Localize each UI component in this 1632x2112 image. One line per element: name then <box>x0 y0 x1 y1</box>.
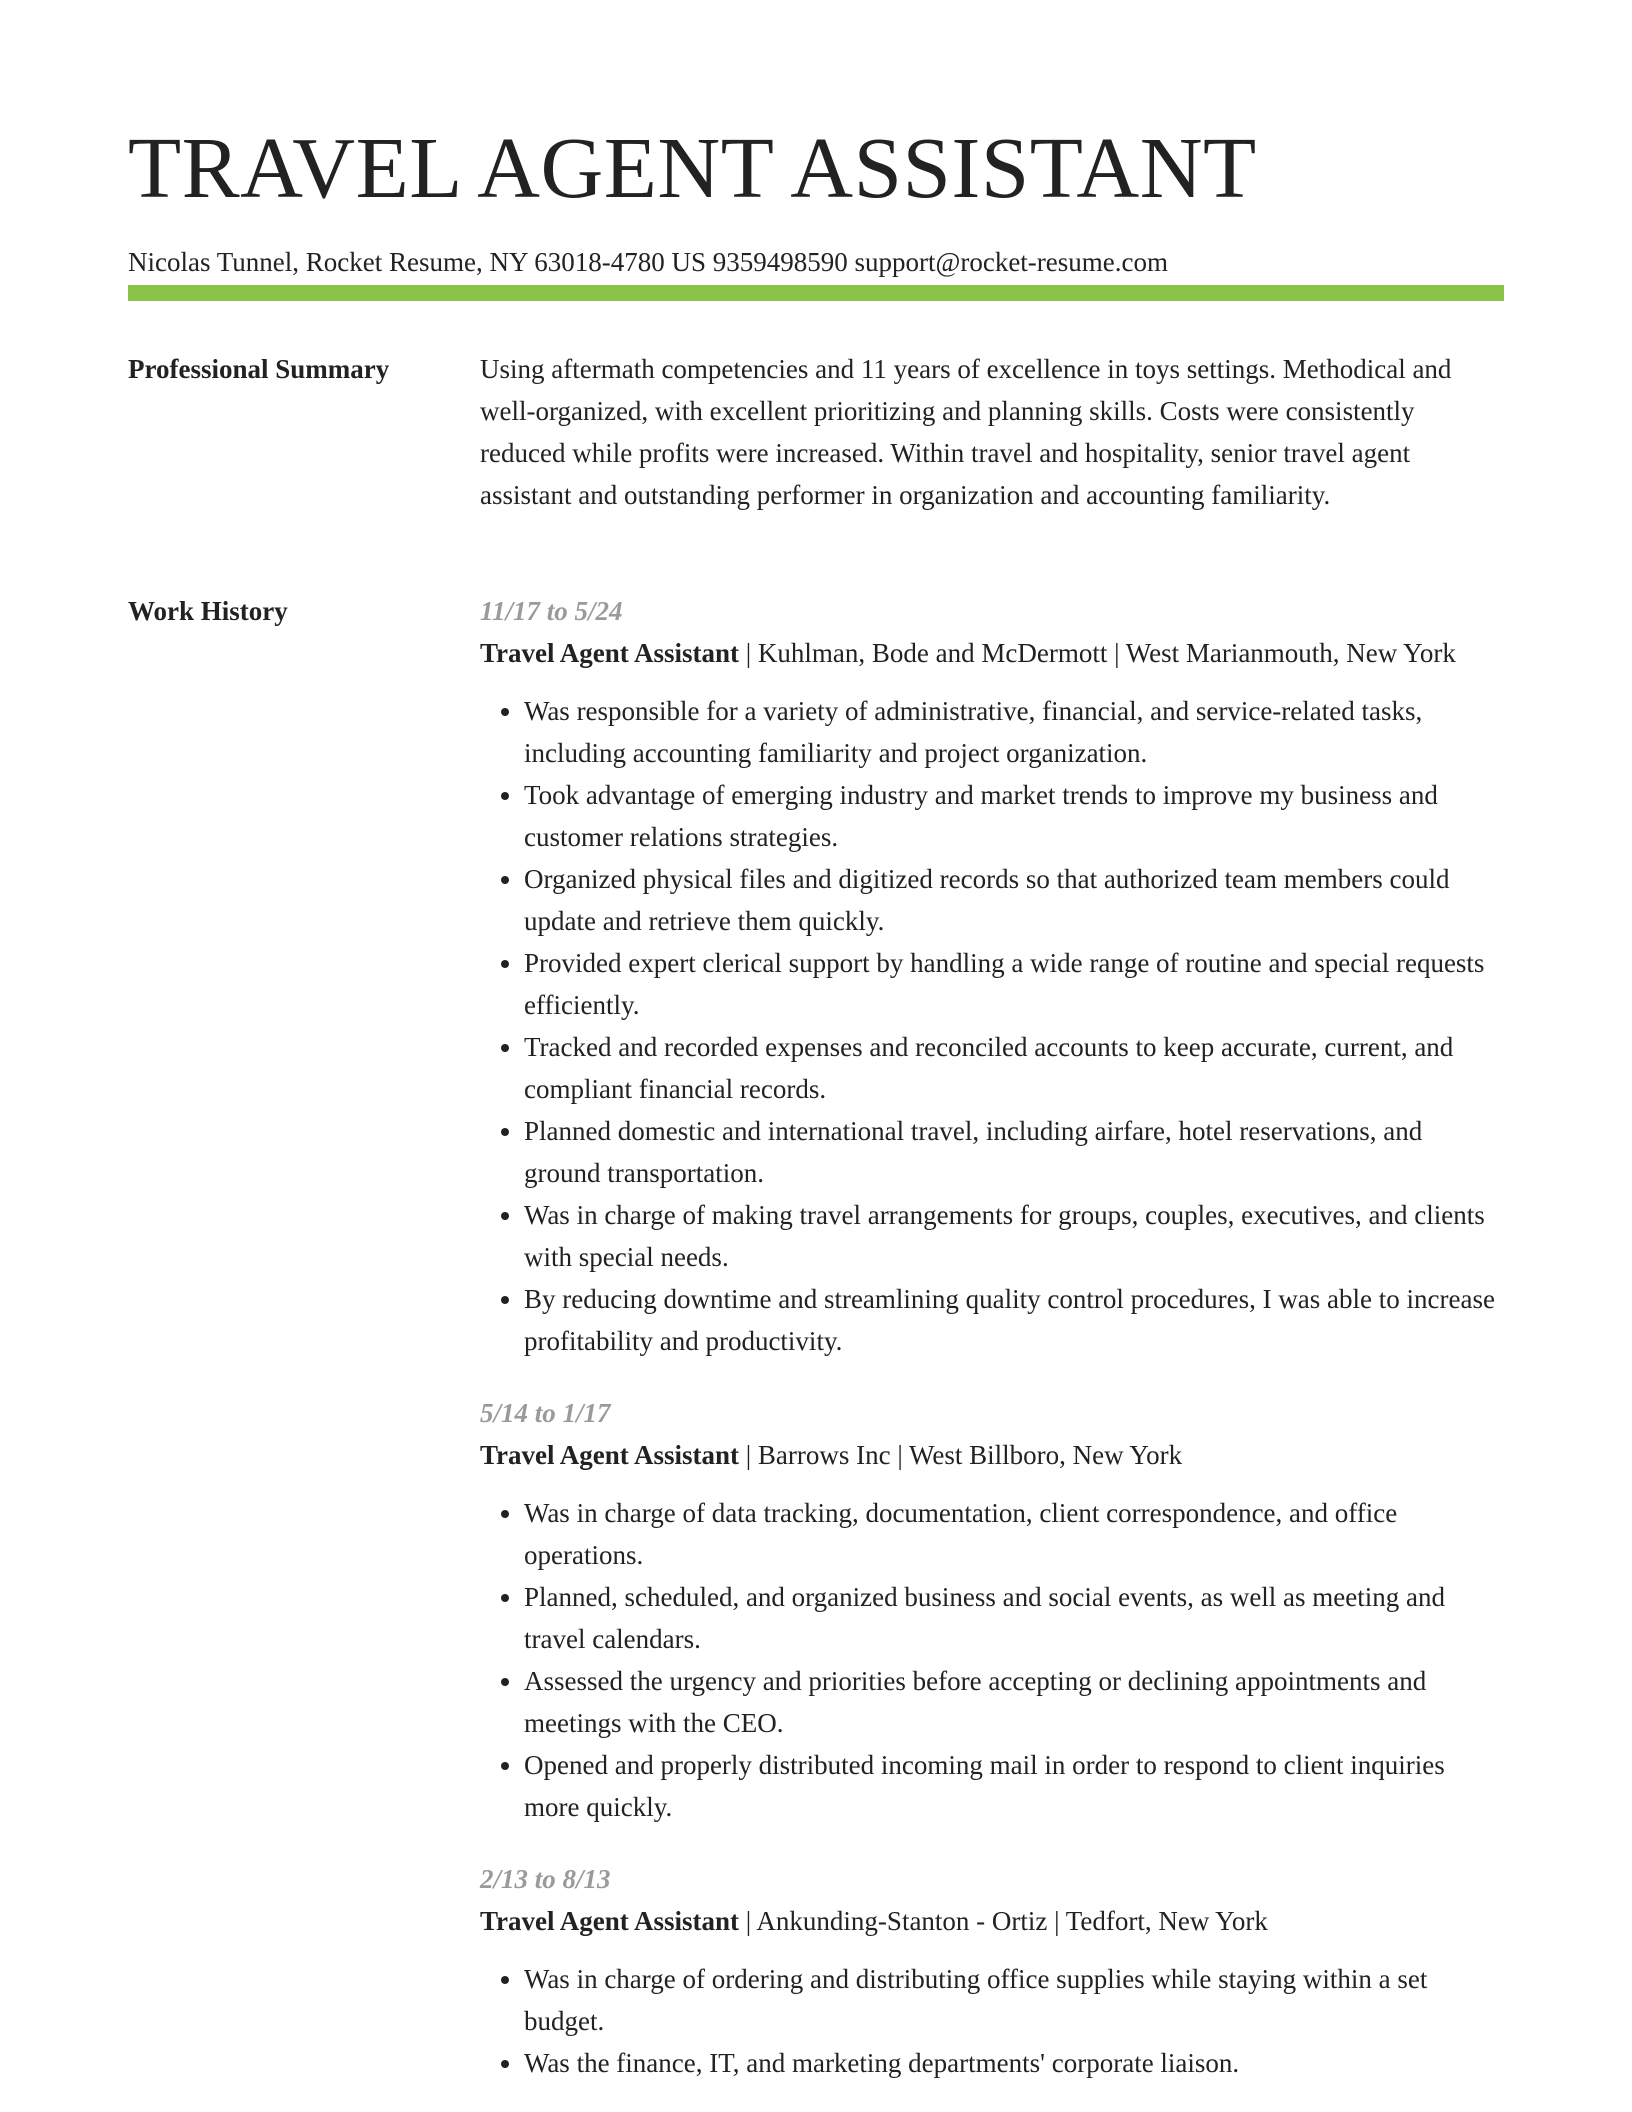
job-bullet-list <box>480 1958 1504 2084</box>
summary-text: Using aftermath competencies and 11 years of excellence in toys settings. Methodical and well-organized, with excellent prioritizing and planning skills. Costs were consistently reduced while profits were increased. Within travel and hospitality, senior travel agent assistant and outstanding performer in organization and accounting familiarity. <box>480 354 1452 510</box>
job-dates: 11/17 to 5/24 <box>480 596 623 626</box>
job-bullet: • Planned domestic and international travel, including airfare, hotel reservations, and ground transportation. <box>524 1110 1504 1194</box>
job-bullet: • Assessed the urgency and priorities before accepting or declining appointments and meetings with the CEO. <box>524 1660 1504 1744</box>
header-divider <box>128 285 1504 301</box>
job-employer-location: | Kuhlman, Bode and McDermott | West Marianmouth, New York <box>739 638 1456 668</box>
job-bullet: • Was responsible for a variety of administrative, financial, and service-related tasks, including accounting familiarity and project organization. <box>524 690 1504 774</box>
job-bullet: • Opened and properly distributed incoming mail in order to respond to client inquiries more quickly. <box>524 1744 1504 1828</box>
job-bullet: • Was in charge of data tracking, documentation, client correspondence, and office operations. <box>524 1492 1504 1576</box>
job-employer-location: | Barrows Inc | West Billboro, New York <box>739 1440 1183 1470</box>
job-entry <box>480 1858 1504 2084</box>
resume-title: TRAVEL AGENT ASSISTANT <box>128 119 1257 216</box>
summary-body <box>480 348 1504 516</box>
job-title: Travel Agent Assistant <box>480 1906 740 1936</box>
job-bullet-list <box>480 1492 1504 1828</box>
job-dates: 2/13 to 8/13 <box>480 1864 611 1894</box>
job-title: Travel Agent Assistant <box>480 1440 740 1470</box>
job-title-line <box>480 632 1504 674</box>
job-bullet: • By reducing downtime and streamlining quality control procedures, I was able to increase profitability and productivity. <box>524 1278 1504 1362</box>
job-bullet: • Tracked and recorded expenses and reconciled accounts to keep accurate, current, and compliant financial records. <box>524 1026 1504 1110</box>
job-bullet: • Was in charge of making travel arrangements for groups, couples, executives, and clients with special needs. <box>524 1194 1504 1278</box>
contact-line: Nicolas Tunnel, Rocket Resume, NY 63018-4780 US 9359498590 support@rocket-resume.com <box>128 247 1169 277</box>
job-bullet: • Was the finance, IT, and marketing departments' corporate liaison. <box>524 2042 1504 2084</box>
job-bullet: • Provided expert clerical support by handling a wide range of routine and special requests efficiently. <box>524 942 1504 1026</box>
job-dates: 5/14 to 1/17 <box>480 1398 611 1428</box>
job-bullet-list <box>480 690 1504 1362</box>
job-bullet: • Planned, scheduled, and organized business and social events, as well as meeting and travel calendars. <box>524 1576 1504 1660</box>
resume-header <box>128 118 1504 280</box>
summary-heading: Professional Summary <box>128 354 390 384</box>
job-entry <box>480 1392 1504 1828</box>
job-entry <box>480 590 1504 1362</box>
work-history-body <box>480 590 1504 2112</box>
job-bullet: • Was in charge of ordering and distributing office supplies while staying within a set budget. <box>524 1958 1504 2042</box>
job-title-line <box>480 1900 1504 1942</box>
job-bullet: • Took advantage of emerging industry and market trends to improve my business and customer relations strategies. <box>524 774 1504 858</box>
job-title-line <box>480 1434 1504 1476</box>
job-employer-location: | Ankunding-Stanton - Ortiz | Tedfort, New York <box>739 1906 1268 1936</box>
work-history-heading: Work History <box>128 596 288 626</box>
job-bullet: • Organized physical files and digitized records so that authorized team members could update and retrieve them quickly. <box>524 858 1504 942</box>
job-title: Travel Agent Assistant <box>480 638 740 668</box>
